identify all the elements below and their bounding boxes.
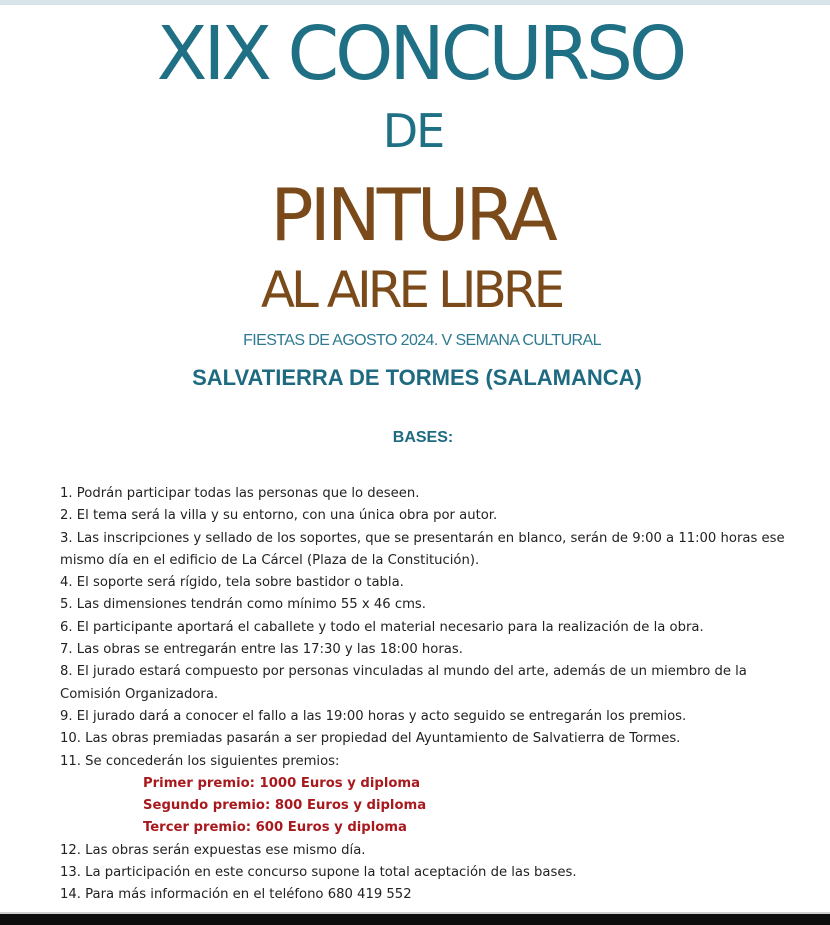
rule-item: 12. Las obras serán expuestas ese mismo día. xyxy=(60,842,366,858)
prize-third: Tercer premio: 600 Euros y diploma xyxy=(143,820,407,836)
rule-item: 11. Se concederán los siguientes premios: xyxy=(60,753,340,769)
rule-item: 9. El jurado dará a conocer el fallo a las 19:00 horas y acto seguido se entregarán los premios. xyxy=(60,708,687,724)
poster-location: SALVATIERRA DE TORMES (SALAMANCA) xyxy=(192,365,642,390)
poster-title-aire-libre: AL AIRE LIBRE xyxy=(260,261,562,319)
poster-subtitle: FIESTAS DE AGOSTO 2024. V SEMANA CULTURAL xyxy=(243,332,601,349)
rule-item: 6. El participante aportará el caballete y todo el material necesario para la realización de la obra. xyxy=(60,619,704,635)
bases-heading: BASES: xyxy=(392,429,454,446)
rule-item: 10. Las obras premiadas pasarán a ser propiedad del Ayuntamiento de Salvatierra de Tormes. xyxy=(60,731,681,747)
rule-item: 5. Las dimensiones tendrán como mínimo 55 x 46 cms. xyxy=(60,597,426,613)
rule-item: 14. Para más información en el teléfono 680 419 552 xyxy=(60,887,412,903)
rule-item: 13. La participación en este concurso supone la total aceptación de las bases. xyxy=(60,865,577,881)
prize-second: Segundo premio: 800 Euros y diploma xyxy=(143,798,427,814)
top-border-band xyxy=(0,0,830,5)
poster-title-pintura: PINTURA xyxy=(270,173,554,257)
rule-item: 1. Podrán participar todas las personas que lo deseen. xyxy=(60,486,420,501)
prize-first: Primer premio: 1000 Euros y diploma xyxy=(143,775,421,791)
rule-item: 7. Las obras se entregarán entre las 17:30 y las 18:00 horas. xyxy=(60,642,463,658)
rule-item: 8. El jurado estará compuesto por personas vinculadas al mundo del arte, además de un miembro de la Comisión Organizadora. xyxy=(60,664,747,702)
rule-item: 2. El tema será la villa y su entorno, con una única obra por autor. xyxy=(60,508,498,524)
bottom-border-band xyxy=(0,914,830,925)
poster-title-concurso: XIX CONCURSO xyxy=(156,11,684,97)
rule-item: 4. El soporte será rígido, tela sobre bastidor o tabla. xyxy=(60,575,404,591)
rules-list xyxy=(60,483,790,907)
rule-item: 3. Las inscripciones y sellado de los soportes, que se presentarán en blanco, serán de 9:00 a 11:00 horas ese mismo día en el edificio de La Cárcel (Plaza de la Constitución). xyxy=(60,530,785,568)
poster-title-de: DE xyxy=(382,104,444,158)
